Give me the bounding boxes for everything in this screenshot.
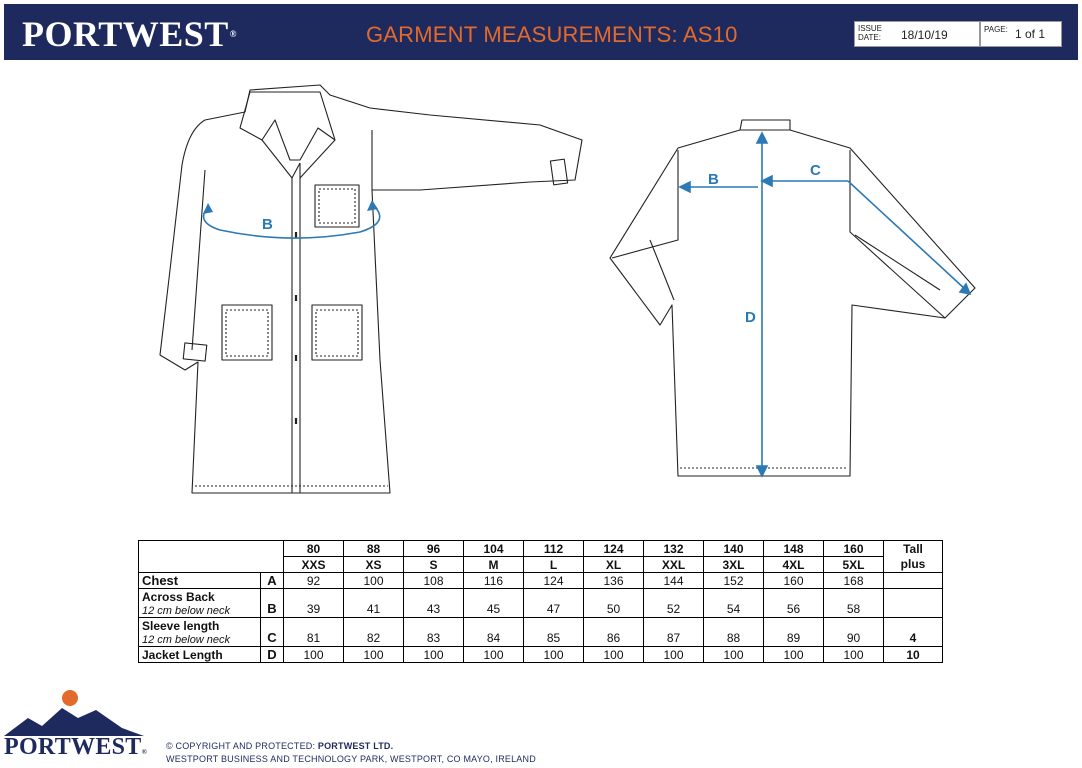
size-name-cell: L <box>524 557 584 573</box>
issue-label: ISSUE <box>858 24 883 33</box>
table-corner-letter <box>261 557 284 573</box>
table-corner-letter <box>261 541 284 557</box>
address-line: WESTPORT BUSINESS AND TECHNOLOGY PARK, WESTPORT, CO MAYO, IRELAND <box>166 754 536 764</box>
value-cell: 100 <box>464 647 524 663</box>
value-cell: 58 <box>824 589 884 618</box>
footer-brand-name: PORTWEST <box>4 734 142 760</box>
back-view-coat <box>610 120 975 476</box>
size-cell: 104 <box>464 541 524 557</box>
page-value: 1 of 1 <box>1015 27 1046 41</box>
value-cell: 100 <box>284 647 344 663</box>
value-cell: 136 <box>584 573 644 589</box>
value-cell: 85 <box>524 618 584 647</box>
size-cell: 148 <box>764 541 824 557</box>
value-cell: 50 <box>584 589 644 618</box>
issue-date-value: 18/10/19 <box>901 28 948 42</box>
row-name: Sleeve length <box>142 619 220 633</box>
value-cell: 87 <box>644 618 704 647</box>
size-name-cell: XXL <box>644 557 704 573</box>
issue-date-label <box>858 24 882 42</box>
value-cell: 100 <box>644 647 704 663</box>
table-row-jacket-length <box>139 647 943 663</box>
value-cell: 100 <box>524 647 584 663</box>
size-name-cell: 3XL <box>704 557 764 573</box>
tall-value <box>884 573 943 589</box>
garment-diagram <box>0 60 1082 530</box>
size-name-cell: XS <box>344 557 404 573</box>
value-cell: 124 <box>524 573 584 589</box>
registered-mark: ® <box>229 29 238 39</box>
front-label-b: B <box>262 216 273 233</box>
size-name-cell: 5XL <box>824 557 884 573</box>
value-cell: 39 <box>284 589 344 618</box>
tall-value: 10 <box>884 647 943 663</box>
value-cell: 160 <box>764 573 824 589</box>
value-cell: 92 <box>284 573 344 589</box>
table-row-chest <box>139 573 943 589</box>
issue-date-box <box>854 21 980 47</box>
size-name-cell: 4XL <box>764 557 824 573</box>
value-cell: 144 <box>644 573 704 589</box>
tall-label-1: Tall <box>884 541 943 557</box>
footer-copyright <box>166 740 536 766</box>
header-bar <box>4 4 1078 60</box>
page-title: GARMENT MEASUREMENTS: AS10 <box>366 22 738 47</box>
row-sub: 12 cm below neck <box>142 605 231 617</box>
row-letter: C <box>261 618 284 647</box>
size-name-cell: XL <box>584 557 644 573</box>
size-cell: 124 <box>584 541 644 557</box>
value-cell: 43 <box>404 589 464 618</box>
date-label: DATE: <box>858 33 881 42</box>
value-cell: 100 <box>824 647 884 663</box>
size-cell: 112 <box>524 541 584 557</box>
row-name: Jacket Length <box>139 647 261 663</box>
footer-registered-mark: ® <box>141 748 148 756</box>
table-corner <box>139 557 261 573</box>
size-cell: 88 <box>344 541 404 557</box>
table-row-size-names <box>139 557 943 573</box>
value-cell: 100 <box>704 647 764 663</box>
table-row-chest-sizes <box>139 541 943 557</box>
brand-name: PORTWEST <box>22 14 229 54</box>
value-cell: 81 <box>284 618 344 647</box>
value-cell: 86 <box>584 618 644 647</box>
value-cell: 100 <box>584 647 644 663</box>
copyright-prefix: © COPYRIGHT AND PROTECTED: <box>166 741 318 751</box>
value-cell: 108 <box>404 573 464 589</box>
table-corner <box>139 541 261 557</box>
front-chest-measure <box>203 200 380 238</box>
row-name-cell <box>139 618 261 647</box>
value-cell: 100 <box>344 647 404 663</box>
value-cell: 88 <box>704 618 764 647</box>
row-letter: A <box>261 573 284 589</box>
value-cell: 89 <box>764 618 824 647</box>
measurement-table <box>138 540 943 663</box>
row-name: Across Back <box>142 590 215 604</box>
value-cell: 56 <box>764 589 824 618</box>
value-cell: 82 <box>344 618 404 647</box>
value-cell: 90 <box>824 618 884 647</box>
value-cell: 100 <box>344 573 404 589</box>
back-label-d: D <box>745 309 756 326</box>
row-letter: D <box>261 647 284 663</box>
value-cell: 47 <box>524 589 584 618</box>
copyright-company: PORTWEST LTD. <box>317 741 394 751</box>
size-name-cell: XXS <box>284 557 344 573</box>
value-cell: 45 <box>464 589 524 618</box>
value-cell: 100 <box>764 647 824 663</box>
page-box <box>980 21 1062 47</box>
value-cell: 100 <box>404 647 464 663</box>
value-cell: 116 <box>464 573 524 589</box>
value-cell: 41 <box>344 589 404 618</box>
table-row-sleeve-length <box>139 618 943 647</box>
size-cell: 132 <box>644 541 704 557</box>
value-cell: 152 <box>704 573 764 589</box>
page-label: PAGE: <box>984 25 1008 34</box>
back-label-b: B <box>708 171 719 188</box>
value-cell: 52 <box>644 589 704 618</box>
size-cell: 140 <box>704 541 764 557</box>
tall-value: 4 <box>884 618 943 647</box>
back-label-c: C <box>810 162 821 179</box>
value-cell: 84 <box>464 618 524 647</box>
footer-logo-text <box>4 734 147 761</box>
portwest-logo <box>22 14 237 54</box>
value-cell: 168 <box>824 573 884 589</box>
row-name: Chest <box>139 573 261 589</box>
size-cell: 160 <box>824 541 884 557</box>
size-name-cell: S <box>404 557 464 573</box>
row-letter: B <box>261 589 284 618</box>
table-row-across-back <box>139 589 943 618</box>
value-cell: 83 <box>404 618 464 647</box>
tall-value <box>884 589 943 618</box>
size-name-cell: M <box>464 557 524 573</box>
row-sub: 12 cm below neck <box>142 634 231 646</box>
size-cell: 80 <box>284 541 344 557</box>
copyright-line <box>166 740 536 753</box>
row-name-cell <box>139 589 261 618</box>
tall-label-2: plus <box>884 557 943 573</box>
back-measure-lines <box>680 133 970 476</box>
front-view-coat <box>160 85 582 493</box>
value-cell: 54 <box>704 589 764 618</box>
size-cell: 96 <box>404 541 464 557</box>
portwest-mountain-logo-icon <box>4 688 154 738</box>
